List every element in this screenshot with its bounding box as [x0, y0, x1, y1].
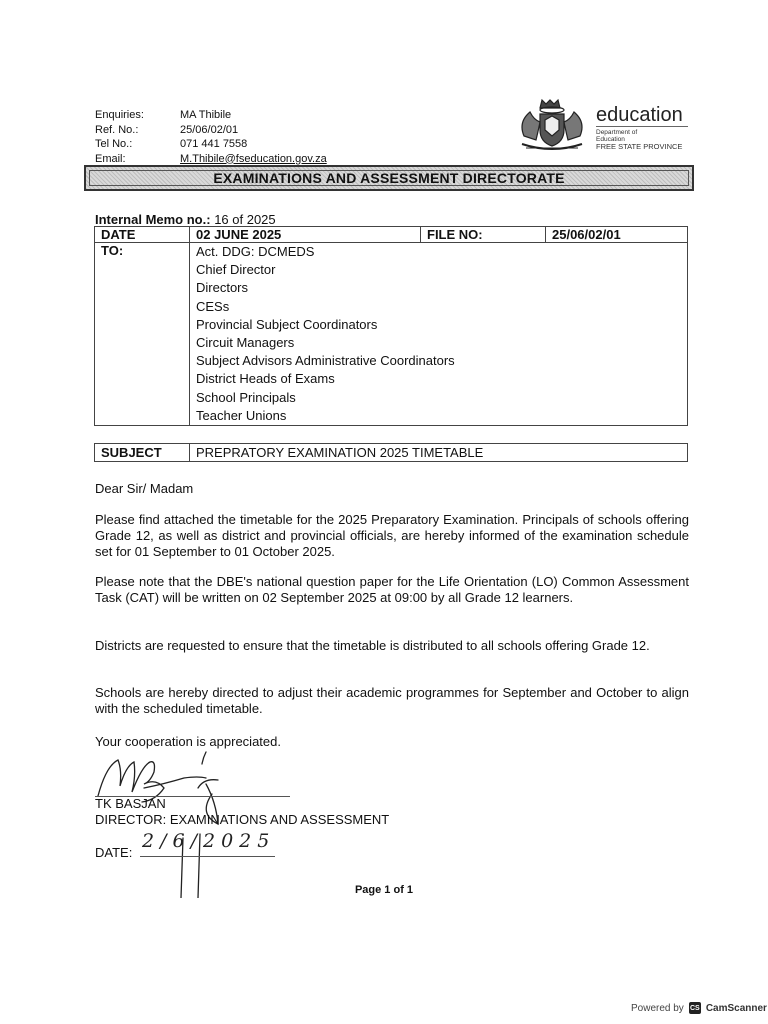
- page-number: Page 1 of 1: [354, 884, 414, 896]
- memo-value: 16 of 2025: [214, 212, 276, 227]
- date-row: [95, 227, 688, 243]
- logo-divider: [596, 126, 688, 127]
- signatory-name: TK BASJAN: [95, 796, 166, 811]
- subject-value: PREPRATORY EXAMINATION 2025 TIMETABLE: [190, 444, 688, 462]
- recipient-item: District Heads of Exams: [196, 371, 335, 387]
- camscanner-logo-icon: CS: [689, 1002, 701, 1014]
- subject-row: [95, 444, 688, 462]
- paragraph-adjust: Schools are hereby directed to adjust their academic programmes for September and October to align with the scheduled timetable.: [95, 685, 689, 716]
- date-label: DATE: [95, 227, 190, 243]
- recipient-item: Circuit Managers: [196, 335, 295, 351]
- logo-subtitle: [596, 129, 682, 150]
- to-label: TO:: [95, 243, 190, 426]
- recipient-item: Subject Advisors Administrative Coordinators: [196, 353, 455, 369]
- enquiries-value: MA Thibile: [180, 109, 232, 121]
- date-field-label: DATE:: [95, 845, 133, 860]
- handwritten-date: 2/6/2025: [142, 830, 276, 852]
- banner-title: EXAMINATIONS AND ASSESSMENT DIRECTORATE: [213, 170, 565, 186]
- to-row: [95, 243, 688, 426]
- file-value: 25/06/02/01: [546, 227, 688, 243]
- email-label: Email:: [95, 152, 126, 165]
- email-row: [95, 152, 327, 167]
- recipient-list: [190, 243, 688, 426]
- tel-label: Tel No.:: [95, 138, 133, 150]
- coat-of-arms-icon: [512, 96, 592, 156]
- closing-line: Your cooperation is appreciated.: [95, 734, 281, 749]
- recipient-item: CESs: [196, 298, 230, 314]
- camscanner-watermark: [631, 1002, 767, 1014]
- enquiries-block: [95, 108, 327, 166]
- memo-label: Internal Memo no.:: [95, 212, 211, 227]
- paragraph-timetable: Please find attached the timetable for the 2025 Preparatory Examination. Principals of schools offering Grade 12, as well as district and provincial officials, are hereby informed of the examination schedule set for 01 September to 01 October 2025.: [95, 512, 689, 559]
- powered-by-text: Powered by: [631, 1002, 684, 1014]
- tel-row: [95, 137, 327, 152]
- ref-value: 25/06/02/01: [180, 123, 239, 136]
- logo-wordmark: education: [596, 104, 683, 126]
- recipient-item: Provincial Subject Coordinators: [196, 316, 378, 332]
- camscanner-brand: CamScanner: [705, 1002, 767, 1014]
- memo-number: [95, 212, 276, 227]
- logo-sub-education: Education: [596, 136, 625, 143]
- paragraph-distribution: Districts are requested to ensure that the timetable is distributed to all schools offering Grade 12.: [95, 638, 650, 653]
- file-label: FILE NO:: [421, 227, 546, 243]
- tel-value: 071 441 7558: [180, 138, 248, 150]
- salutation: Dear Sir/ Madam: [95, 481, 194, 496]
- enquiries-label: Enquiries:: [95, 109, 144, 121]
- recipient-item: Teacher Unions: [196, 407, 287, 423]
- memo-header-table: [94, 226, 688, 426]
- subject-table: [94, 443, 688, 462]
- recipient-item: Act. DDG: DCMEDS: [196, 244, 315, 259]
- paragraph-lo-cat: Please note that the DBE's national question paper for the Life Orientation (LO) Common Assessment Task (CAT) will be written on 02 September 2025 at 09:00 by all Grade 12 learners.: [95, 574, 689, 605]
- recipient-item: Chief Director: [196, 262, 276, 278]
- signatory-title: DIRECTOR: EXAMINATIONS AND ASSESSMENT: [95, 812, 390, 827]
- ref-row: [95, 123, 327, 138]
- date-line: [140, 856, 275, 857]
- email-link[interactable]: M.Thibile@fseducation.gov.za: [180, 152, 327, 165]
- date-value: 02 JUNE 2025: [190, 227, 421, 243]
- logo-sub-province: FREE STATE PROVINCE: [596, 142, 683, 151]
- logo-sub-department: Department of: [596, 129, 638, 136]
- recipient-item: School Principals: [196, 389, 296, 405]
- ref-label: Ref. No.:: [95, 123, 139, 136]
- recipient-item: Directors: [196, 280, 249, 296]
- directorate-banner: [84, 165, 694, 191]
- enquiries-row: [95, 108, 327, 123]
- subject-label: SUBJECT: [95, 444, 190, 462]
